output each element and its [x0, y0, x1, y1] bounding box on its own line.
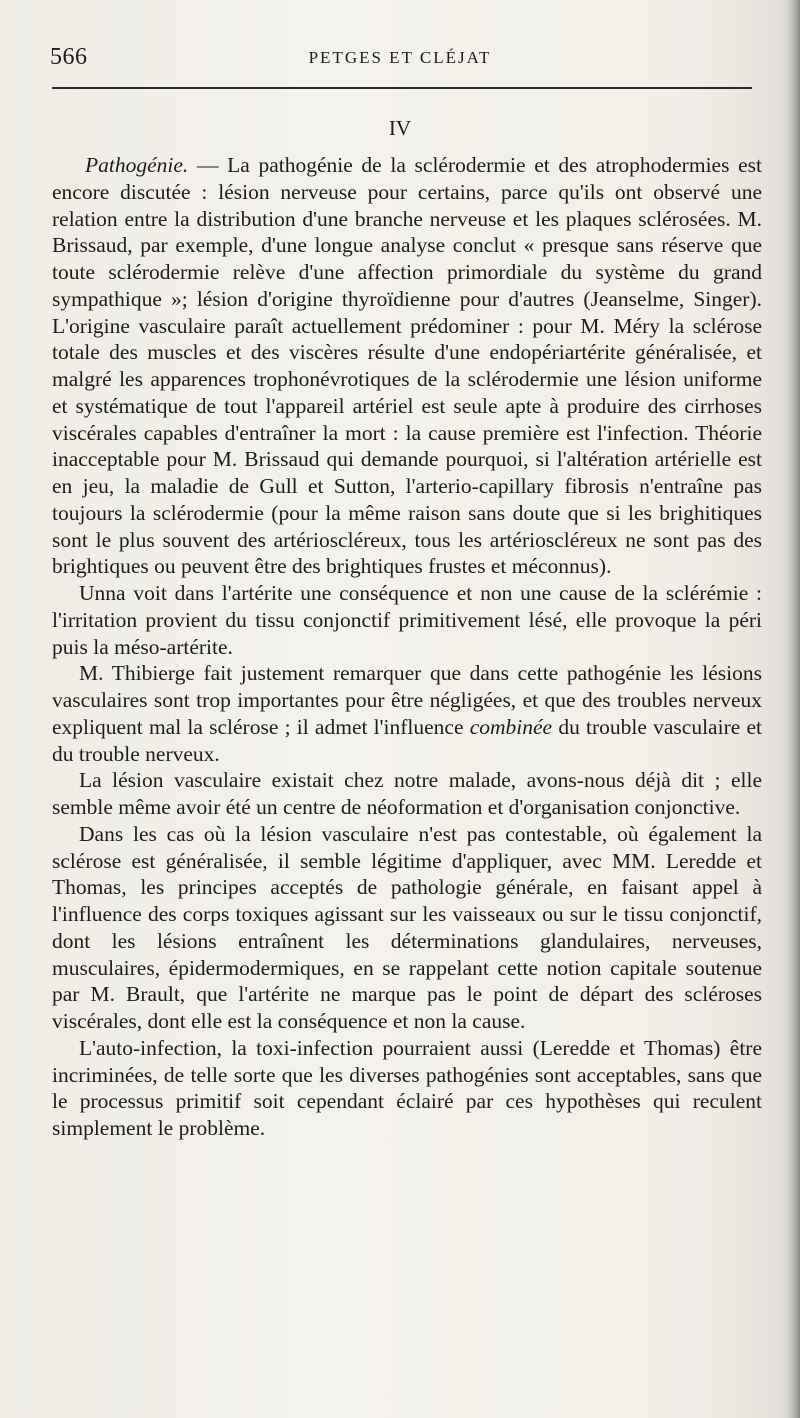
header-rule [52, 87, 752, 89]
paragraph-text: Unna voit dans l'artérite une conséquence et non une cause de la sclérémie : l'irritation provient du tissu conjonctif primitivement lésé, elle provoque la péri puis la méso-artérite. [52, 581, 762, 659]
body-text [52, 152, 762, 1142]
paragraph-thibierge [52, 660, 762, 767]
paragraph-dans-les-cas [52, 821, 762, 1035]
paragraph-text: Dans les cas où la lésion vasculaire n'est pas contestable, où également la sclérose est généralisée, il semble légitime d'appliquer, avec MM. Leredde et Thomas, les principes acceptés de pathologie générale, en faisant appel à l'influence des corps toxiques agissant sur les vaisseaux ou sur le tissu conjonctif, dont les lésions entraînent les déterminations glandulaires, nerveuses, musculaires, épidermodermiques, en se rappelant cette notion capitale soutenue par M. Brault, que l'artérite ne marque pas le point de départ des scléroses viscérales, dont elle est la conséquence et non la cause. [52, 821, 762, 1033]
paragraph-text-after-italic: du trouble vasculaire et du trouble nerveux. [52, 714, 763, 766]
page-edge-shadow [786, 0, 800, 1418]
paragraph-text: La lésion vasculaire existait chez notre malade, avons-nous déjà dit ; elle semble même avoir été un centre de néoformation et d'organisation conjonctive. [52, 768, 762, 819]
paragraph-italic-word: combinée [469, 714, 553, 739]
paragraph-lesion-vasculaire [52, 767, 762, 821]
paragraph-text: L'auto-infection, la toxi-infection pourraient aussi (Leredde et Thomas) être incriminées, de telle sorte que les diverses pathogénies sont acceptables, sans que le processus primitif soit cependant éclairé par ces hypothèses qui reculent simplement le problème. [52, 1035, 762, 1140]
paragraph-lead-italic: Pathogénie. [85, 153, 189, 177]
paragraph-unna [52, 580, 762, 660]
running-head: PETGES ET CLÉJAT [308, 48, 492, 67]
paragraph-text-before-italic: M. Thibierge fait justement remarquer que dans cette pathogénie les lésions vasculaires sont trop importantes pour être négligées, et que des troubles nerveux expliquent mal la sclérose ; il admet l'influence [52, 661, 762, 739]
section-number: IV [388, 116, 412, 140]
paragraph-pathogenie [52, 152, 762, 580]
paragraph-text: — La pathogénie de la sclérodermie et des atrophodermies est encore discutée : lésion nerveuse pour certains, parce qu'ils ont observé une relation entre la distribution d'une branche nerveuse et les plaques sclérosées. M. Brissaud, par exemple, d'une longue analyse conclut « presque sans réserve que toute sclérodermie relève d'une affection primordiale du système du grand sympathique »; lésion d'origine thyroïdienne pour d'autres (Jeanselme, Singer). L'origine vasculaire paraît actuellement prédominer : pour M. Méry la sclérose totale des muscles et des viscères résulte d'une endopériartérite généralisée, et malgré les apparences trophonévrotiques de la sclérodermie une lésion uniforme et systématique de tout l'appareil artériel est seule apte à produire des cirrhoses viscérales capables d'entraîner la mort : la cause première est l'infection. Théorie inacceptable pour M. Brissaud qui demande pourquoi, si l'altération artérielle est en jeu, la maladie de Gull et Sutton, l'arterio-capillary fibrosis n'entraîne pas toujours la sclérodermie (pour la même raison sans doute que si les brighitiques sont le plus souvent des artérioscléreux, tous les artérioscléreux ne sont pas des brightiques ou peuvent être des brightiques frustes et méconnus). [52, 153, 762, 579]
page-number: 566 [50, 44, 88, 70]
paragraph-auto-infection [52, 1035, 762, 1142]
page-header [50, 38, 750, 78]
